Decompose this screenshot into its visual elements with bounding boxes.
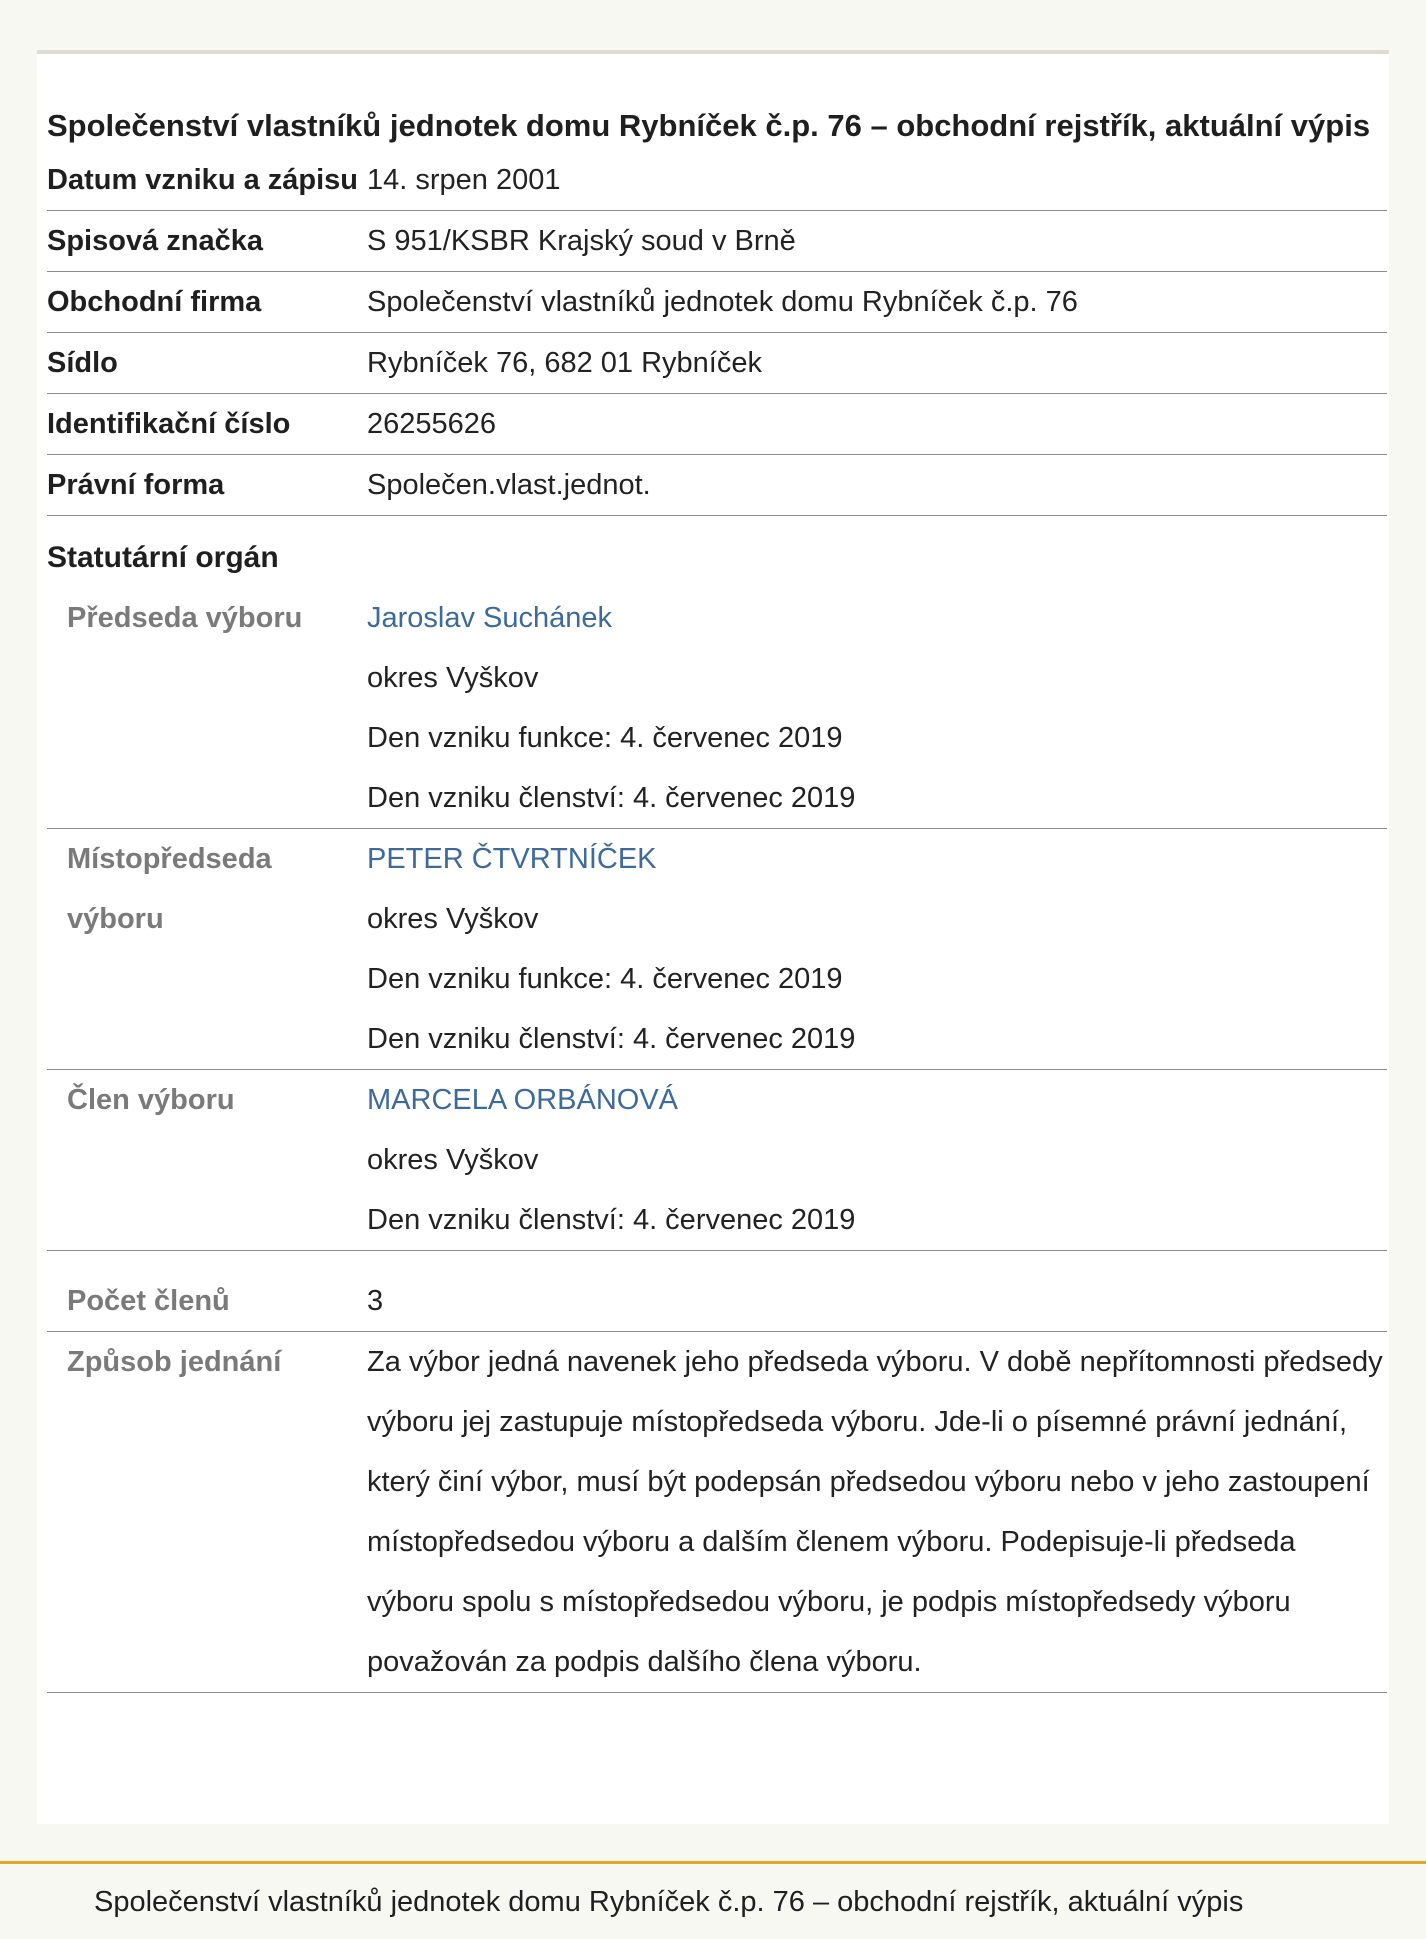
info-row-company-name — [47, 272, 1387, 333]
info-value: Společenství vlastníků jednotek domu Rybníček č.p. 76 — [367, 286, 1078, 318]
member-count-row — [47, 1251, 1387, 1332]
member-role: Člen výboru — [67, 1084, 235, 1116]
info-row-file-number — [47, 211, 1387, 272]
acting-row — [47, 1332, 1387, 1693]
member-row-chair — [47, 588, 1387, 829]
basic-info-table — [47, 150, 1387, 516]
member-row-member — [47, 1070, 1387, 1251]
member-count-value: 3 — [367, 1285, 384, 1317]
info-row-id-number — [47, 394, 1387, 455]
member-function-start: Den vzniku funkce: 4. červenec 2019 — [367, 963, 843, 995]
info-value: S 951/KSBR Krajský soud v Brně — [367, 225, 796, 257]
info-label: Obchodní firma — [47, 286, 262, 318]
info-row-legal-form — [47, 455, 1387, 516]
info-value: 14. srpen 2001 — [367, 164, 561, 196]
info-label: Identifikační číslo — [47, 408, 291, 440]
info-label: Datum vzniku a zápisu — [47, 164, 359, 196]
info-value: 26255626 — [367, 408, 497, 440]
page-title: Společenství vlastníků jednotek domu Rybníček č.p. 76 – obchodní rejstřík, aktuální výpis — [47, 108, 1371, 143]
member-membership-start: Den vzniku členství: 4. červenec 2019 — [367, 782, 856, 814]
footer-bar — [0, 1861, 1426, 1939]
registry-content — [47, 54, 1387, 1693]
member-name-link[interactable]: MARCELA ORBÁNOVÁ — [367, 1084, 679, 1116]
member-membership-start: Den vzniku členství: 4. červenec 2019 — [367, 1204, 856, 1236]
info-label: Právní forma — [47, 469, 225, 501]
acting-text: Za výbor jedná navenek jeho předseda výboru. V době nepřítomnosti předsedy výboru jej zastupuje místopředseda výboru. Jde-li o písemné právní jednání, který činí výbor, musí být podepsán předsedou výboru nebo v jeho zastoupení místopředsedou výboru a dalším členem výboru. Podepisuje-li předseda výboru spolu s místopředsedou výboru, je podpis místopředsedy výboru považován za podpis dalšího člena výboru. — [367, 1346, 1383, 1678]
member-details — [367, 1070, 1387, 1251]
member-role: Předseda výboru — [67, 602, 303, 634]
member-name-link[interactable]: PETER ČTVRTNÍČEK — [367, 843, 657, 875]
member-district: okres Vyškov — [367, 662, 539, 694]
statutory-table — [47, 588, 1387, 1693]
member-row-vice-chair — [47, 829, 1387, 1070]
info-label: Sídlo — [47, 347, 118, 379]
info-value: Společen.vlast.jednot. — [367, 469, 651, 501]
info-label: Spisová značka — [47, 225, 263, 257]
statutory-heading: Statutární orgán — [47, 541, 279, 574]
member-function-start: Den vzniku funkce: 4. červenec 2019 — [367, 722, 843, 754]
footer-title: Společenství vlastníků jednotek domu Rybníček č.p. 76 – obchodní rejstřík, aktuální výpis — [94, 1886, 1244, 1918]
info-row-date — [47, 150, 1387, 211]
info-row-seat — [47, 333, 1387, 394]
member-district: okres Vyškov — [367, 903, 539, 935]
member-membership-start: Den vzniku členství: 4. červenec 2019 — [367, 1023, 856, 1055]
registry-card — [37, 50, 1389, 1824]
info-value: Rybníček 76, 682 01 Rybníček — [367, 347, 762, 379]
acting-label: Způsob jednání — [67, 1346, 282, 1378]
member-role: Místopředseda výboru — [67, 843, 272, 935]
member-details — [367, 829, 1387, 1070]
member-name-link[interactable]: Jaroslav Suchánek — [367, 602, 613, 634]
member-district: okres Vyškov — [367, 1144, 539, 1176]
member-count-label: Počet členů — [67, 1285, 230, 1317]
member-details — [367, 588, 1387, 829]
